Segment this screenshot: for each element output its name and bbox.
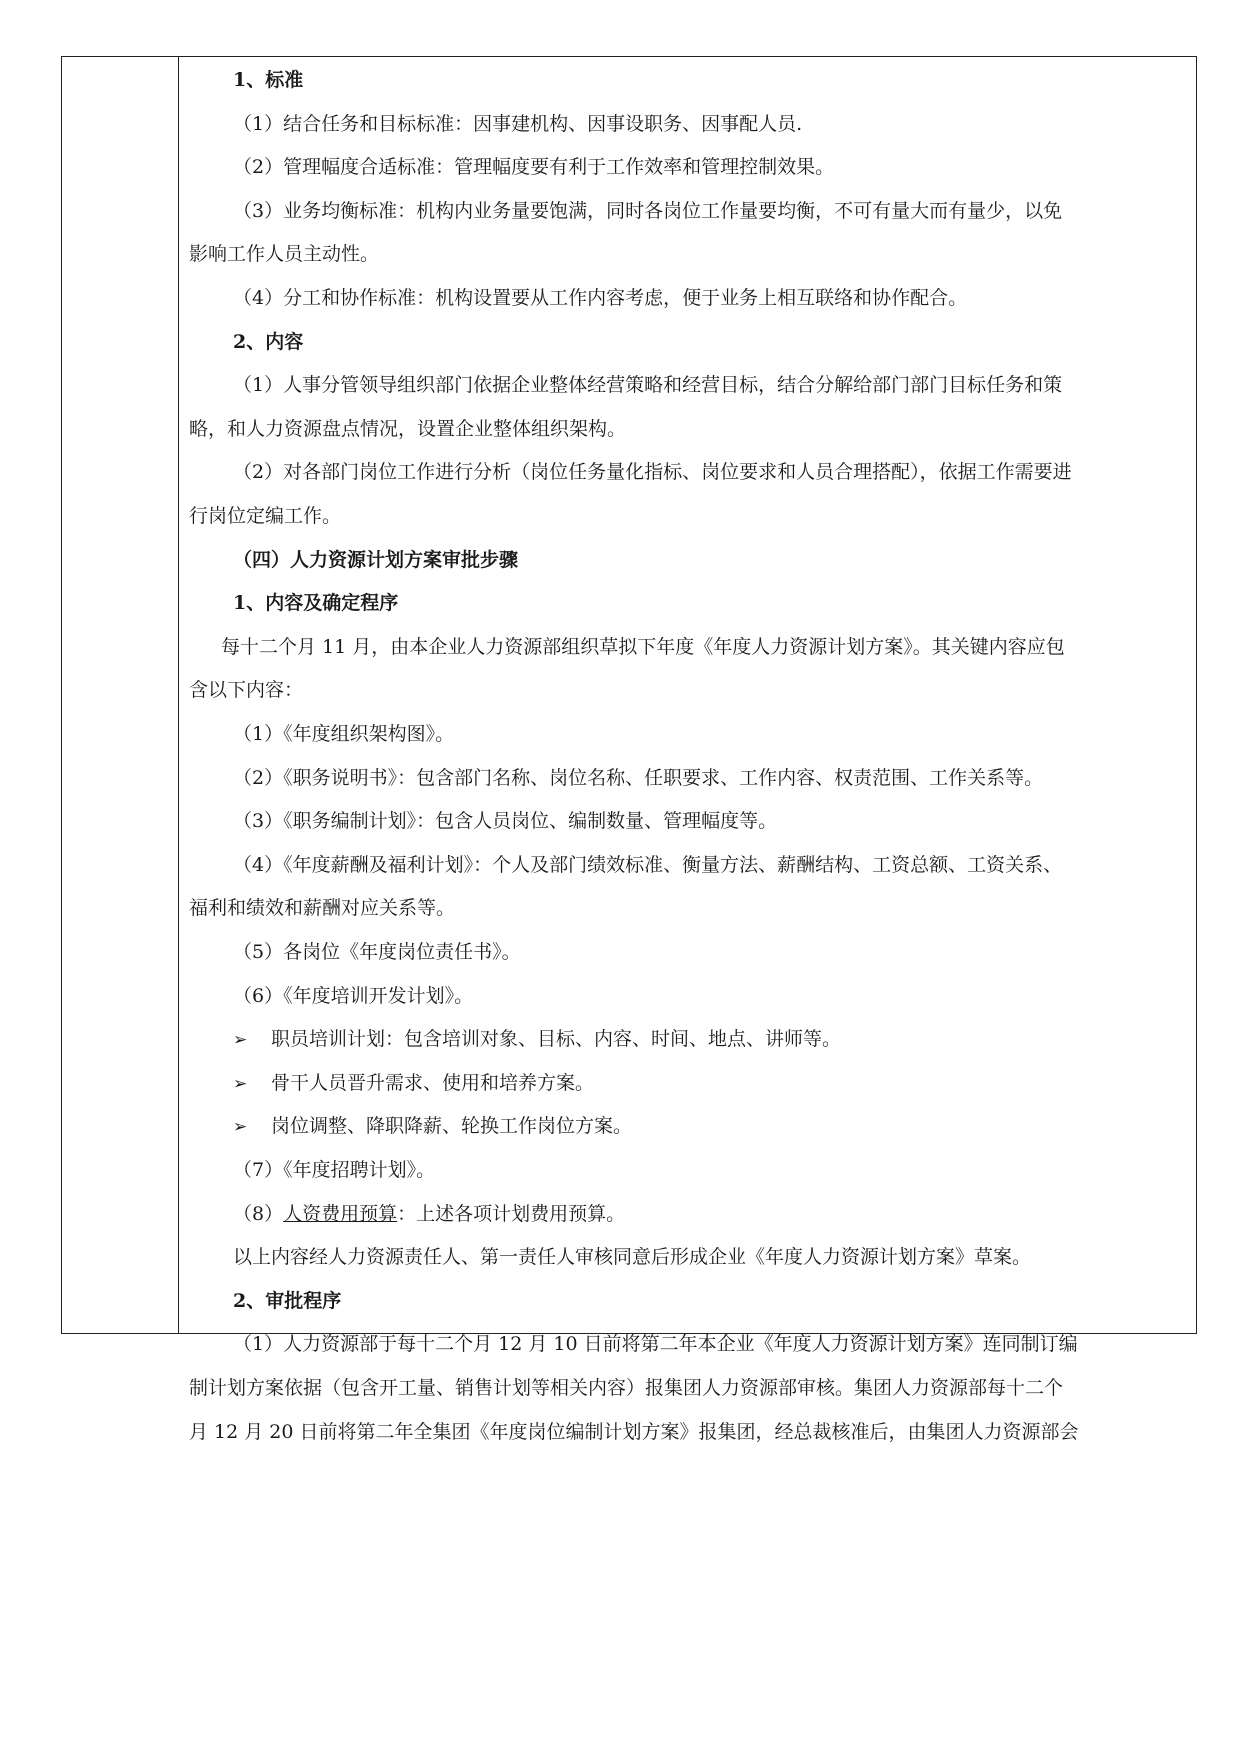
line-text: 影响工作人员主动性。 bbox=[189, 243, 380, 266]
text-line bbox=[189, 504, 341, 528]
text-line bbox=[189, 678, 303, 702]
bullet-arrow-icon: ➢ bbox=[233, 1030, 248, 1051]
text-line bbox=[233, 722, 454, 746]
text-line bbox=[189, 1420, 1079, 1444]
line-text: 含以下内容： bbox=[189, 679, 304, 702]
line-text: 岗位调整、降职降薪、轮换工作岗位方案。 bbox=[271, 1115, 633, 1138]
line-text: 每十二个月 11 月，由本企业人力资源部组织草拟下年度《年度人力资源计划方案》。其关键内容应包 bbox=[221, 635, 1065, 658]
text-line bbox=[233, 373, 1062, 397]
line-text: （3）业务均衡标准：机构内业务量要饱满，同时各岗位工作量要均衡，不可有量大而有量少，以免 bbox=[233, 199, 1063, 222]
line-text: （1）《年度组织架构图》。 bbox=[233, 723, 455, 745]
text-line bbox=[189, 417, 626, 441]
text-line bbox=[233, 286, 967, 310]
line-text: 行岗位定编工作。 bbox=[189, 505, 342, 527]
line-text: （4）《年度薪酬及福利计划》：个人及部门绩效标准、衡量方法、薪酬结构、工资总额、工资关系、 bbox=[233, 853, 1063, 876]
line-text: （1）人力资源部于每十二个月 12 月 10 日前将第二年本企业《年度人力资源计划方案》连同制订编 bbox=[233, 1333, 1078, 1356]
text-line bbox=[233, 766, 1043, 790]
line-text: 略，和人力资源盘点情况，设置企业整体组织架构。 bbox=[189, 417, 627, 440]
line-text: （2）《职务说明书》：包含部门名称、岗位名称、任职要求、工作内容、权责范围、工作关系等。 bbox=[233, 766, 1044, 789]
text-line bbox=[233, 330, 303, 354]
text-line bbox=[233, 591, 398, 615]
text-line bbox=[233, 112, 802, 136]
line-text: 骨干人员晋升需求、使用和培养方案。 bbox=[271, 1071, 595, 1094]
text-line bbox=[221, 635, 1065, 659]
document-table bbox=[61, 56, 1197, 1443]
text-line bbox=[233, 853, 1062, 877]
text-line bbox=[233, 940, 521, 964]
line-text: （7）《年度招聘计划》。 bbox=[233, 1159, 436, 1181]
line-text: 1、内容及确定程序 bbox=[233, 592, 399, 615]
line-text: 制计划方案依据（包含开工量、销售计划等相关内容）报集团人力资源部审核。集团人力资源部每十二个 bbox=[189, 1377, 1064, 1399]
line-text: 职员培训计划：包含培训对象、目标、内容、时间、地点、讲师等。 bbox=[271, 1028, 842, 1051]
text-line bbox=[233, 984, 473, 1008]
line-text: （3）《职务编制计划》：包含人员岗位、编制数量、管理幅度等。 bbox=[233, 810, 778, 833]
text-line bbox=[233, 1332, 1078, 1356]
text-line bbox=[189, 242, 379, 266]
text-line bbox=[233, 1114, 632, 1139]
text-line bbox=[233, 68, 303, 92]
text-line bbox=[233, 548, 518, 572]
line-text: 2、审批程序 bbox=[233, 1289, 342, 1312]
text-line bbox=[233, 1202, 625, 1226]
text-line bbox=[233, 1158, 435, 1182]
text-line bbox=[233, 1027, 841, 1052]
line-text: （5）各岗位《年度岗位责任书》。 bbox=[233, 941, 521, 963]
text-line bbox=[233, 1071, 594, 1096]
line-text: （2）对各部门岗位工作进行分析（岗位任务量化指标、岗位要求和人员合理搭配），依据工作需要进 bbox=[233, 461, 1072, 484]
underlined-term: 人资费用预算 bbox=[283, 1202, 398, 1225]
line-text: （四）人力资源计划方案审批步骤 bbox=[233, 548, 519, 571]
left-column-cell bbox=[62, 57, 179, 1333]
line-text: （1）人事分管领导组织部门依据企业整体经营策略和经营目标，结合分解给部门部门目标任务和策 bbox=[233, 374, 1063, 397]
text-line bbox=[189, 1376, 1063, 1400]
line-text: 福利和绩效和薪酬对应关系等。 bbox=[189, 897, 456, 920]
line-text: 1、标准 bbox=[233, 69, 304, 91]
text-line bbox=[189, 896, 455, 920]
line-text: （2）管理幅度合适标准：管理幅度要有利于工作效率和管理控制效果。 bbox=[233, 156, 835, 179]
bullet-arrow-icon: ➢ bbox=[233, 1117, 248, 1138]
line-text-rest: ：上述各项计划费用预算。 bbox=[397, 1202, 626, 1225]
line-text: （6）《年度培训开发计划》。 bbox=[233, 984, 474, 1007]
line-text: （1）结合任务和目标标准：因事建机构、因事设职务、因事配人员. bbox=[233, 112, 803, 135]
text-line bbox=[233, 155, 834, 179]
bullet-arrow-icon: ➢ bbox=[233, 1073, 248, 1094]
text-line bbox=[233, 809, 777, 833]
line-text: 2、内容 bbox=[233, 330, 304, 353]
line-text: （8） bbox=[233, 1202, 284, 1225]
text-line bbox=[233, 199, 1062, 223]
line-text: 月 12 月 20 日前将第二年全集团《年度岗位编制计划方案》报集团，经总裁核准后，由集团人力资源部会 bbox=[189, 1420, 1079, 1443]
line-text: （4）分工和协作标准：机构设置要从工作内容考虑，便于业务上相互联络和协作配合。 bbox=[233, 287, 968, 309]
text-line bbox=[233, 1245, 1031, 1269]
line-text: 以上内容经人力资源责任人、第一责任人审核同意后形成企业《年度人力资源计划方案》草案。 bbox=[233, 1246, 1032, 1269]
text-line bbox=[233, 1289, 341, 1313]
text-line bbox=[233, 460, 1072, 484]
